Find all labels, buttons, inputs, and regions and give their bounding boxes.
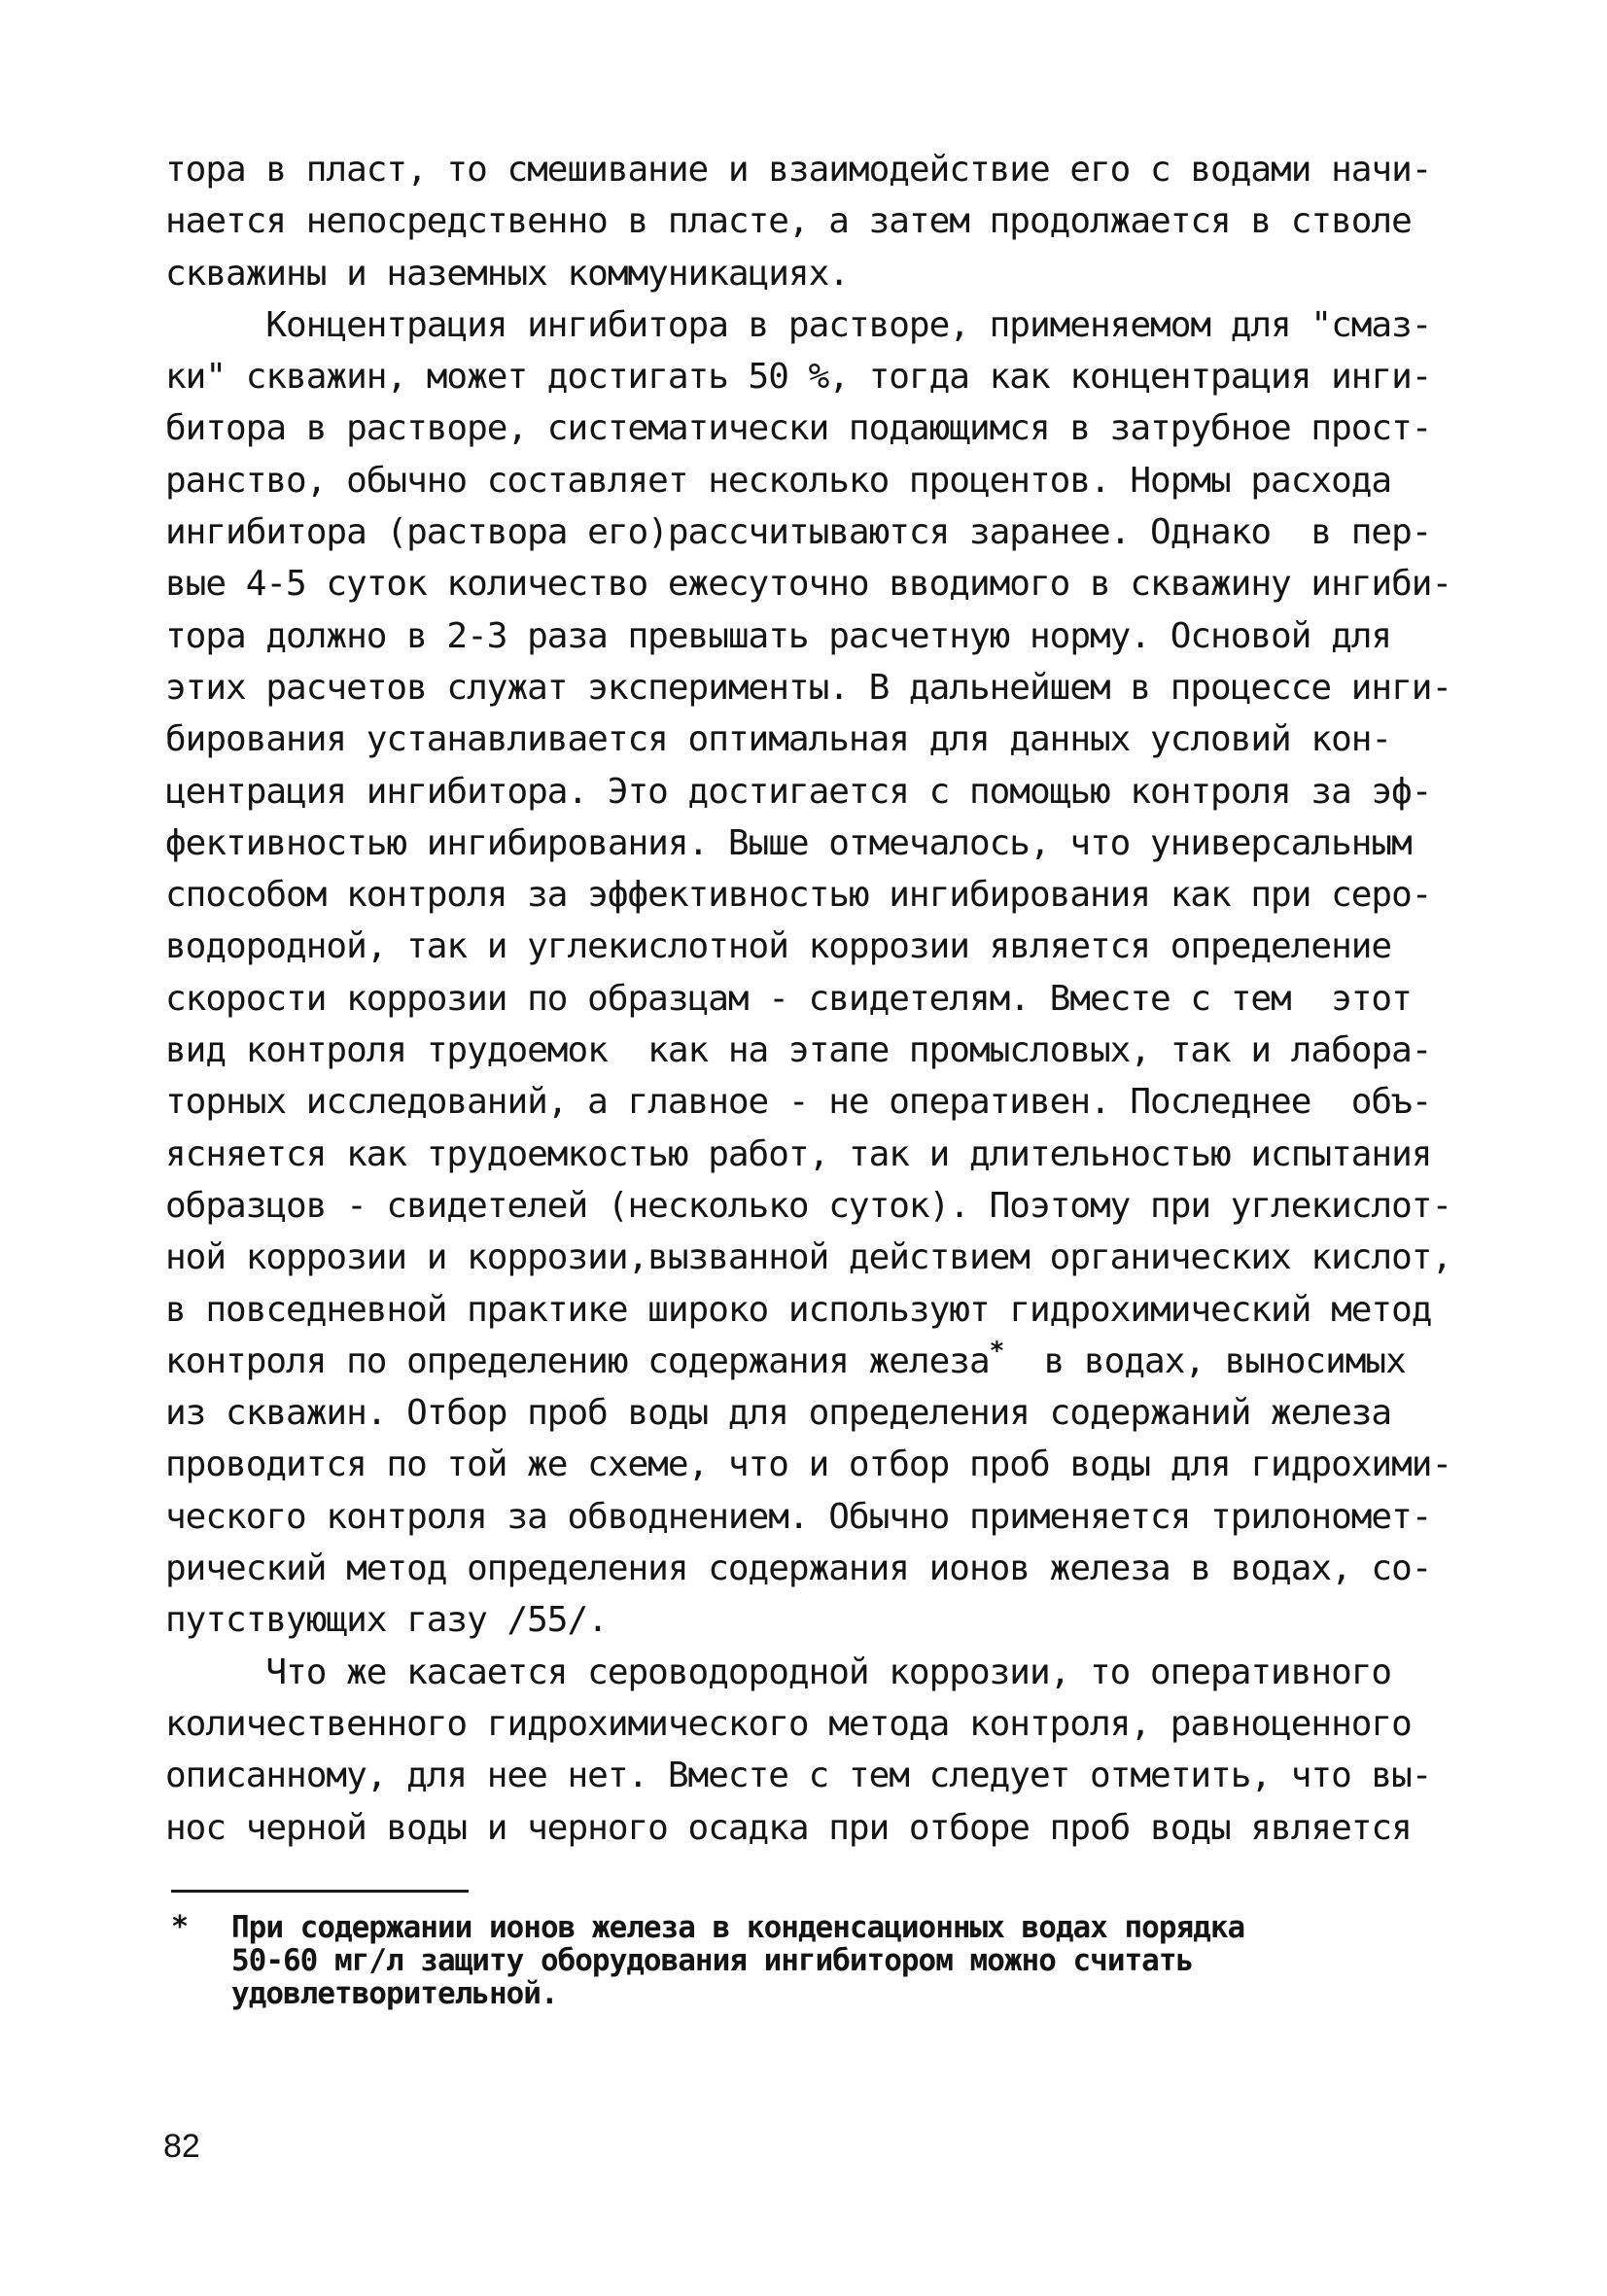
- text-line: вид контроля трудоемок как на этапе промысловых, так и лабора-: [165, 1030, 1432, 1071]
- text-line: ной коррозии и коррозии,вызванной действием органических кислот,: [165, 1237, 1452, 1278]
- text-line: ингибитора (раствора его)рассчитываются заранее. Однако в пер-: [165, 512, 1432, 553]
- text-line: образцов - свидетелей (несколько суток). Поэтому при углекислот-: [165, 1185, 1452, 1226]
- text-line: битора в растворе, систематически подающимся в затрубное прост-: [165, 408, 1432, 449]
- text-line: путствующих газу /55/.: [165, 1600, 608, 1641]
- text-line: ки" скважин, может достигать 50 %, тогда как концентрация инги-: [165, 357, 1432, 398]
- footnote-body: [231, 1911, 1456, 2010]
- text-line: этих расчетов служат эксперименты. В дальнейшем в процессе инги-: [165, 667, 1452, 708]
- text-line: из скважин. Отбор проб воды для определения содержаний железа: [165, 1393, 1392, 1434]
- text-line: скорости коррозии по образцам - свидетелям. Вместе с тем этот: [165, 978, 1412, 1019]
- text-line: в повседневной практике широко используют гидрохимический метод: [165, 1289, 1432, 1330]
- page-number: 82: [163, 2128, 200, 2165]
- text-line: Концентрация ингибитора в растворе, применяемом для "смаз-: [165, 304, 1432, 345]
- text-line: тора в пласт, то смешивание и взаимодействие его с водами начи-: [165, 150, 1432, 190]
- text-line: проводится по той же схеме, что и отбор проб воды для гидрохими-: [165, 1444, 1452, 1485]
- text-fragment: контроля по определению содержания железа: [165, 1340, 990, 1381]
- footnote-reference[interactable]: *: [989, 1336, 1004, 1366]
- text-line: вые 4-5 суток количество ежесуточно вводимого в скважину ингиби-: [165, 564, 1452, 605]
- footnote-line: 50-60 мг/л защиту оборудования ингибитором можно считать: [231, 1943, 1194, 1978]
- text-line: ясняется как трудоемкостью работ, так и длительностью испытания: [165, 1133, 1432, 1174]
- text-line: торных исследований, а главное - не оперативен. Последнее объ-: [165, 1082, 1432, 1123]
- text-line: скважины и наземных коммуникациях.: [165, 253, 849, 294]
- text-line: способом контроля за эффективностью ингибирования как при серо-: [165, 875, 1432, 916]
- text-line: ческого контроля за обводнением. Обычно применяется трилономет-: [165, 1496, 1432, 1537]
- text-line: Что же касается сероводородной коррозии, то оперативного: [165, 1652, 1392, 1692]
- text-line: центрация ингибитора. Это достигается с помощью контроля за эф-: [165, 771, 1432, 812]
- footnote-line: удовлетворительной.: [231, 1976, 558, 2011]
- text-line: фективностью ингибирования. Выше отмечалось, что универсальным: [165, 822, 1412, 863]
- footnote-divider: [171, 1890, 469, 1893]
- text-line: бирования устанавливается оптимальная для данных условий кон-: [165, 719, 1392, 760]
- text-line: водородной, так и углекислотной коррозии является определение: [165, 926, 1392, 967]
- footnote-line: При содержании ионов железа в конденсационных водах порядка: [231, 1910, 1245, 1945]
- text-line-with-footnote-ref: [165, 1336, 1468, 1387]
- text-line: нос черной воды и черного осадка при отборе проб воды является: [165, 1807, 1412, 1848]
- body-text: [165, 144, 1468, 1854]
- footnote-marker: *: [171, 1910, 190, 1944]
- text-line: ранство, обычно составляет несколько процентов. Нормы расхода: [165, 460, 1392, 501]
- text-line: тора должно в 2-3 раза превышать расчетную норму. Основой для: [165, 615, 1392, 656]
- text-line: нается непосредственно в пласте, а затем продолжается в стволе: [165, 201, 1412, 242]
- text-fragment: в водах, выносимых: [1003, 1340, 1406, 1381]
- text-line: количественного гидрохимического метода контроля, равноценного: [165, 1703, 1412, 1744]
- text-line: описанному, для нее нет. Вместе с тем следует отметить, что вы-: [165, 1756, 1432, 1796]
- text-line: рический метод определения содержания ионов железа в водах, со-: [165, 1548, 1432, 1589]
